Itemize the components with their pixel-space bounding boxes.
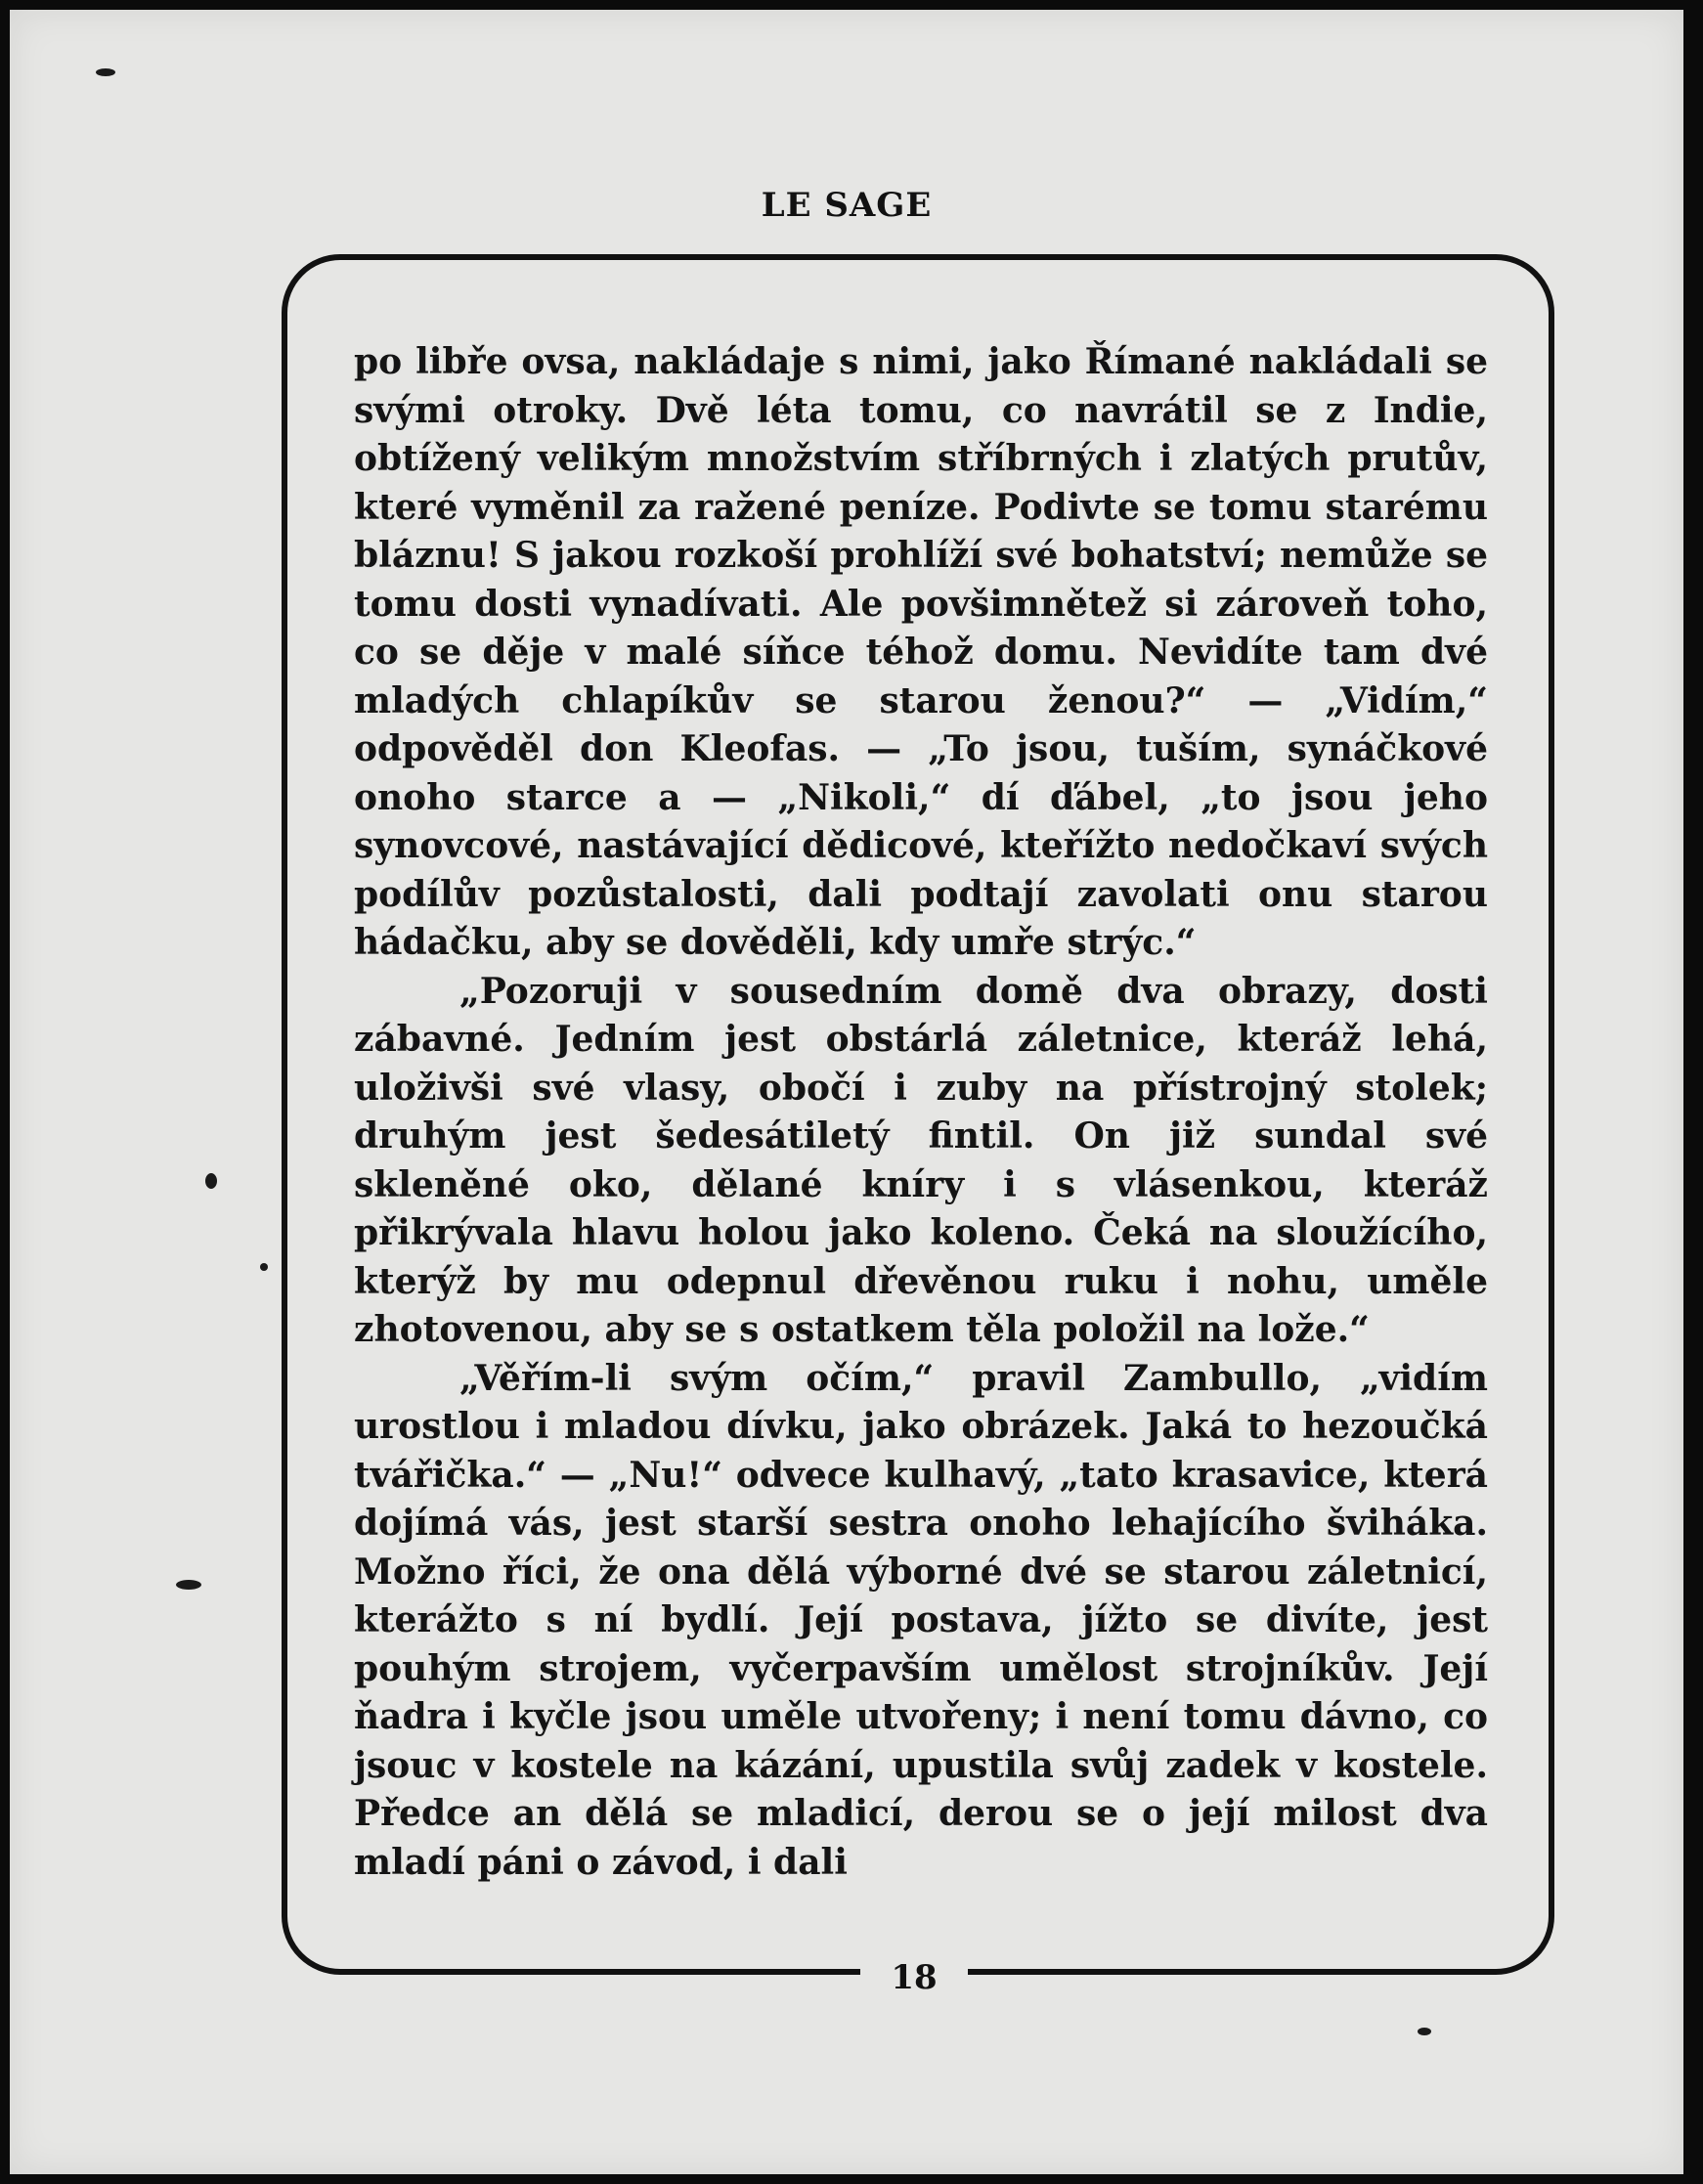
scan-speck: [205, 1173, 217, 1189]
scan-speck: [96, 68, 115, 76]
scan-speck: [260, 1263, 268, 1271]
paragraph-1: po libře ovsa, nakládaje s nimi, jako Římané nakládali se svými otroky. Dvě léta tomu, co navrátil se z Indie, obtížený velikým množstvím stříbrných i zlatých prutův, které vyměnil za ražené peníze. Podivte se tomu starému bláznu! S jakou rozkoší prohlíží své bohatství; nemůže se tomu dosti vynadívati. Ale povšimnětež si zároveň toho, co se děje v malé síňce téhož domu. Nevidíte tam dvé mladých chlapíkův se starou ženou?“ — „Vidím,“ odpověděl don Kleofas. — „To jsou, tuším, synáčkové onoho starce a — „Nikoli,“ dí ďábel, „to jsou jeho synovcové, nastávající dědicové, kteřížto nedočkaví svých podílův pozůstalosti, dali podtají zavolati onu starou hádačku, aby se dověděli, kdy umře strýc.“: [354, 341, 1488, 963]
page-number: 18: [891, 1958, 938, 1997]
book-page: [10, 10, 1683, 2174]
scan-speck: [1418, 2028, 1431, 2035]
running-head: LE SAGE: [761, 186, 933, 225]
scan-speck: [176, 1580, 201, 1590]
paragraph-2: „Pozoruji v sousedním domě dva obrazy, dosti zábavné. Jedním jest obstárlá záletnice, kteráž lehá, uloživši své vlasy, obočí i zuby na přístrojný stolek; druhým jest šedesátiletý fintil. On již sundal své skleněné oko, dělané kníry i s vlásenkou, kteráž přikrývala hlavu holou jako koleno. Čeká na sloužícího, kterýž by mu odepnul dřevěnou ruku i nohu, uměle zhotovenou, aby se s ostatkem těla položil na lože.“: [354, 970, 1488, 1350]
paragraph-3: „Věřím-li svým očím,“ pravil Zambullo, „vidím urostlou i mladou dívku, jako obrázek. Jaká to hezoučká tvářička.“ — „Nu!“ odvece kulhavý, „tato krasavice, která dojímá vás, jest starší sestra onoho lehajícího šviháka. Možno říci, že ona dělá výborné dvé se starou záletnicí, kterážto s ní bydlí. Její postava, jížto se divíte, jest pouhým strojem, vyčerpavším umělost strojníkův. Její ňadra i kyčle jsou uměle utvořeny; i není tomu dávno, co jsouc v kostele na kázání, upustila svůj zadek v kostele. Předce an dělá se mladicí, derou se o její milost dva mladí páni o závod, i dali: [354, 1357, 1488, 1883]
body-text: [354, 338, 1488, 1887]
